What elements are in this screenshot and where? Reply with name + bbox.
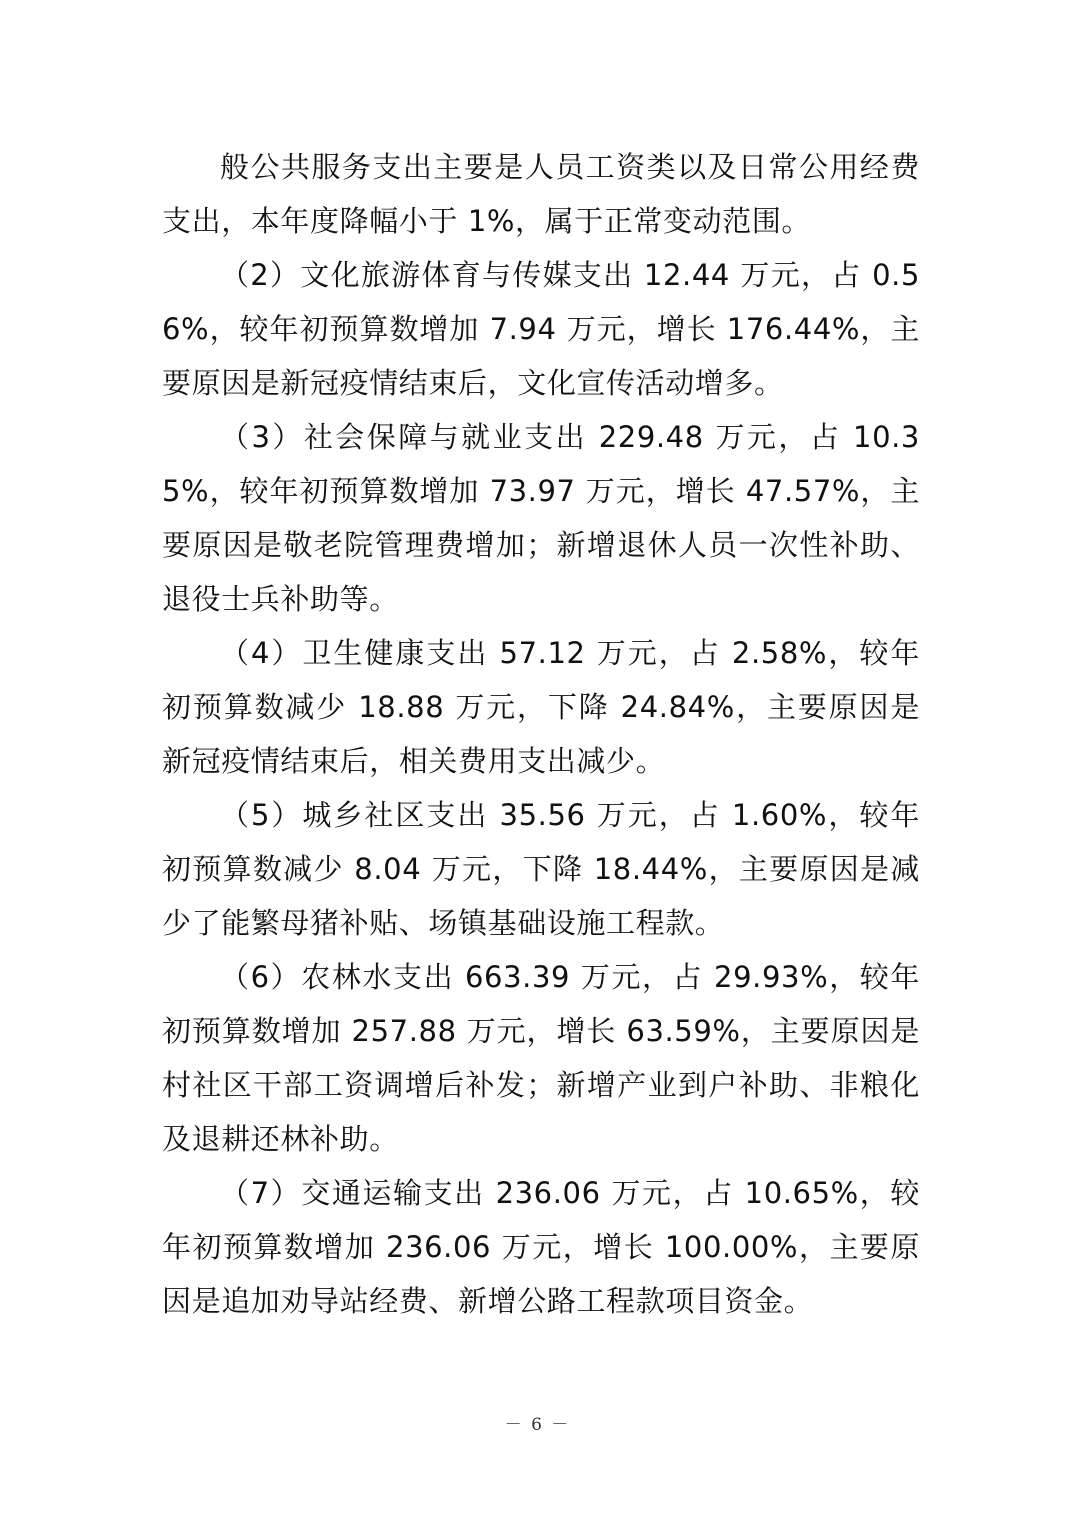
paragraph-general-public-services: 般公共服务支出主要是人员工资类以及日常公用经费支出，本年度降幅小于 1%，属于正常变动范围。 [162, 150, 920, 238]
paragraph-culture-tourism-sports-media: （2）文化旅游体育与传媒支出 12.44 万元，占 0.56%，较年初预算数增加 7.94 万元，增长 176.44%，主要原因是新冠疫情结束后，文化宣传活动增多。 [162, 258, 920, 400]
paragraph-transportation: （7）交通运输支出 236.06 万元，占 10.65%，较年初预算数增加 236.06 万元，增长 100.00%，主要原因是追加劝导站经费、新增公路工程款项目资金。 [162, 1176, 920, 1318]
paragraph-urban-rural-community: （5）城乡社区支出 35.56 万元，占 1.60%，较年初预算数减少 8.04 万元，下降 18.44%，主要原因是减少了能繁母猪补贴、场镇基础设施工程款。 [162, 798, 920, 940]
paragraph-social-security-employment: （3）社会保障与就业支出 229.48 万元，占 10.35%，较年初预算数增加 73.97 万元，增长 47.57%，主要原因是敬老院管理费增加；新增退休人员一次性补助、退役士兵补助等。 [162, 420, 920, 616]
paragraph-agriculture-forestry-water: （6）农林水支出 663.39 万元，占 29.93%，较年初预算数增加 257.88 万元，增长 63.59%，主要原因是村社区干部工资调增后补发；新增产业到户补助、非粮化及退耕还林补助。 [162, 960, 920, 1156]
body-text [162, 140, 920, 1328]
paragraph-health: （4）卫生健康支出 57.12 万元，占 2.58%，较年初预算数减少 18.88 万元，下降 24.84%，主要原因是新冠疫情结束后，相关费用支出减少。 [162, 636, 920, 778]
page-number: － 6 － [504, 1415, 571, 1435]
